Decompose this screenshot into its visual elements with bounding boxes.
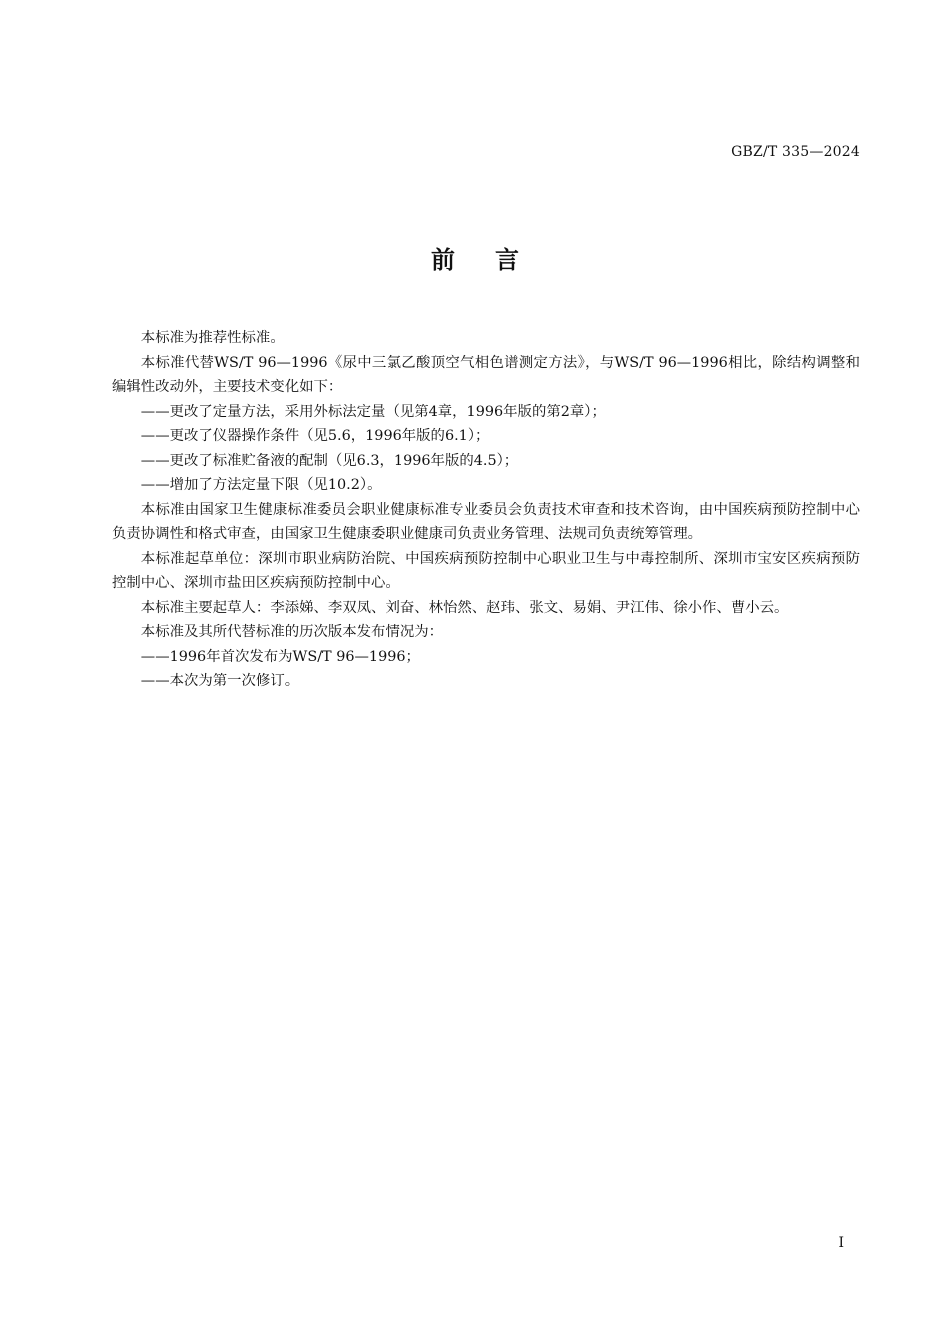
preface-body [112, 326, 860, 694]
list-item-change-stock-solution: ——更改了标准贮备液的配制（见6.3，1996年版的4.5）； [140, 452, 519, 469]
list-item-history-1996: ——1996年首次发布为WS/T 96—1996； [140, 648, 420, 665]
paragraph-recommended: 本标准为推荐性标准。 [140, 330, 285, 346]
page-title: 前言 [431, 246, 559, 274]
list-item-add-lower-limit: ——增加了方法定量下限（见10.2）。 [140, 477, 382, 493]
list-item-change-quantification: ——更改了定量方法，采用外标法定量（见第4章，1996年版的第2章）； [140, 403, 606, 420]
paragraph-drafting-units: 本标准起草单位：深圳市职业病防治院、中国疾病预防控制中心职业卫生与中毒控制所、深圳市宝安区疾病预防控制中心、深圳市盐田区疾病预防控制中心。 [112, 550, 860, 591]
paragraph-replaces: 本标准代替WS/T 96—1996《尿中三氯乙酸顶空气相色谱测定方法》，与WS/T 96—1996相比，除结构调整和编辑性改动外，主要技术变化如下： [112, 354, 860, 395]
paragraph-drafters: 本标准主要起草人：李添娣、李双凤、刘奋、林怡然、赵玮、张文、易娟、尹江伟、徐小作、曹小云。 [140, 599, 789, 616]
list-item-change-instrument: ——更改了仪器操作条件（见5.6，1996年版的6.1）； [140, 428, 490, 444]
standard-code: GBZ/T 335—2024 [731, 144, 860, 160]
list-item-history-revision: ——本次为第一次修订。 [140, 673, 300, 689]
paragraph-history: 本标准及其所代替标准的历次版本发布情况为： [140, 624, 444, 640]
page-number: I [838, 1235, 844, 1251]
paragraph-review: 本标准由国家卫生健康标准委员会职业健康标准专业委员会负责技术审查和技术咨询，由中国疾病预防控制中心负责协调性和格式审查，由国家卫生健康委职业健康司负责业务管理、法规司负责统筹管理。 [112, 501, 860, 542]
